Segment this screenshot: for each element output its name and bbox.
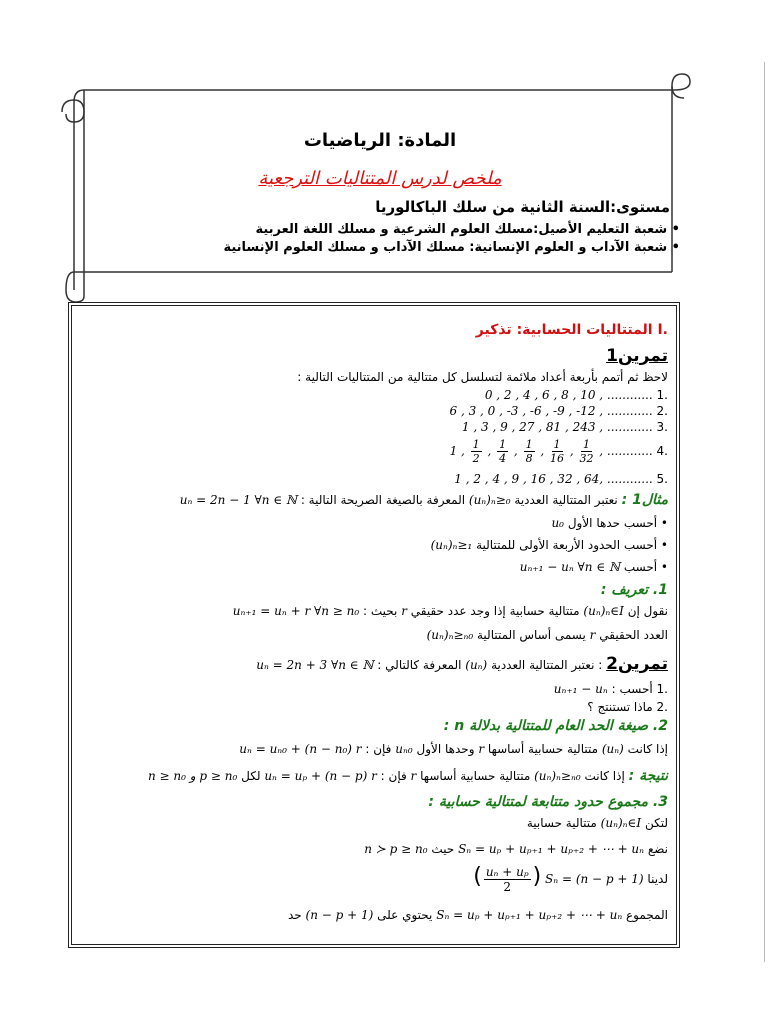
result-line: نتيجة : إذا كانت (uₙ)ₙ≥ₙ₀ متتالية حسابية أساسها r فإن : uₙ = uₚ + (n − p) r لكل n ≥ n₀ و p ≥ n₀ bbox=[148, 768, 668, 784]
exercise-2-task-1: .1 أحسب : uₙ₊₁ − uₙ bbox=[553, 682, 668, 696]
seq-item-2: .2 6 , 3 , 0 , -3 , -6 , -9 , -12 , ............ bbox=[449, 404, 668, 418]
example-1-task-2: • أحسب الحدود الأربعة الأولى للمتتالية (uₙ)ₙ≥₁ bbox=[430, 538, 668, 552]
seq-item-4: .4 1 , $\frac{1}{2}$ , $\frac{1}{4}$ , $\frac{1}{8}$ , $\frac{1}{16}$ , $\frac{1}{32}$ , ............ bbox=[449, 438, 668, 465]
seq-item-1: .1 0 , 2 , 4 , 6 , 8 , 10 , ............ bbox=[484, 388, 668, 402]
level-text: مستوى:السنة الثانية من سلك الباكالوريا bbox=[375, 198, 670, 216]
page-edge-line bbox=[764, 62, 765, 962]
sum-line-2: نضع Sₙ = uₚ + uₚ₊₁ + uₚ₊₂ + ⋯ + uₙ حيث n ≻ p ≥ n₀ bbox=[364, 842, 668, 856]
seq-item-5: .5 1 , 2 , 4 , 9 , 16 , 32 , 64, ............ bbox=[454, 472, 668, 486]
exercise-1-title: تمرين1 bbox=[606, 346, 668, 366]
exercise-2-task-2: .2 ماذا تستنتج ؟ bbox=[587, 700, 668, 714]
definition-heading: 1. تعريف : bbox=[600, 582, 668, 598]
section-1-title: .I المتتاليات الحسابية: تذكير bbox=[475, 322, 668, 338]
exercise-1-intro: لاحظ ثم أتمم بأربعة أعداد ملائمة لتسلسل كل متتالية من المتتاليات التالية : bbox=[297, 370, 668, 384]
exercise-2: تمرين2 : نعتبر المتتالية العددية (uₙ) المعرفة كالتالي : uₙ = 2n + 3 ∀n ∈ ℕ bbox=[256, 654, 668, 674]
subject-heading: المادة: الرياضيات bbox=[303, 130, 457, 151]
sum-formula: لدينا Sₙ = (n − p + 1) ( $\frac{\text{uₙ + uₚ}}{2}$ ) bbox=[473, 864, 668, 894]
stream-bullet-1: • شعبة التعليم الأصيل:مسلك العلوم الشرعية و مسلك اللغة العربية bbox=[255, 222, 680, 237]
general-term-line: إذا كانت (uₙ) متتالية حسابية أساسها r وحدها الأول uₙ₀ فإن : uₙ = uₙ₀ + (n − n₀) r bbox=[239, 742, 668, 756]
stream-bullet-2: • شعبة الآداب و العلوم الإنسانية: مسلك الآداب و مسلك العلوم الإنسانية bbox=[223, 240, 680, 255]
sum-line-1: لتكن (uₙ)ₙ∈I متتالية حسابية bbox=[526, 816, 668, 830]
example-1-task-1: • أحسب حدها الأول u₀ bbox=[551, 516, 668, 530]
example-1-task-3: • أحسب uₙ₊₁ − uₙ ∀n ∈ ℕ bbox=[519, 560, 668, 574]
example-1: مثال1 : نعتبر المتتالية العددية (uₙ)ₙ≥₀ المعرفة بالصيغة الصريحة التالية : uₙ = 2n − 1 ∀n ∈ ℕ bbox=[179, 492, 668, 508]
sum-count-line: المجموع Sₙ = uₚ + uₚ₊₁ + uₚ₊₂ + ⋯ + uₙ يحتوي على (n − p + 1) حد bbox=[287, 908, 668, 922]
section-2-heading: 2. صيغة الحد العام للمتتالية بدلالة n : bbox=[443, 718, 668, 734]
seq-item-3: .3 1 , 3 , 9 , 27 , 81 , 243 , ............ bbox=[461, 420, 668, 434]
lesson-title: ملخص لدرس المتتاليات الترجعية bbox=[258, 168, 502, 189]
definition-line-1: نقول إن (uₙ)ₙ∈I متتالية حسابية إذا وجد عدد حقيقي r بحيث : uₙ₊₁ = uₙ + r ∀n ≥ n₀ bbox=[232, 604, 668, 618]
section-3-heading: 3. مجموع حدود متتابعة لمتتالية حسابية : bbox=[428, 794, 668, 810]
definition-line-2: العدد الحقيقي r يسمى أساس المتتالية (uₙ)ₙ≥ₙ₀ bbox=[426, 628, 668, 642]
